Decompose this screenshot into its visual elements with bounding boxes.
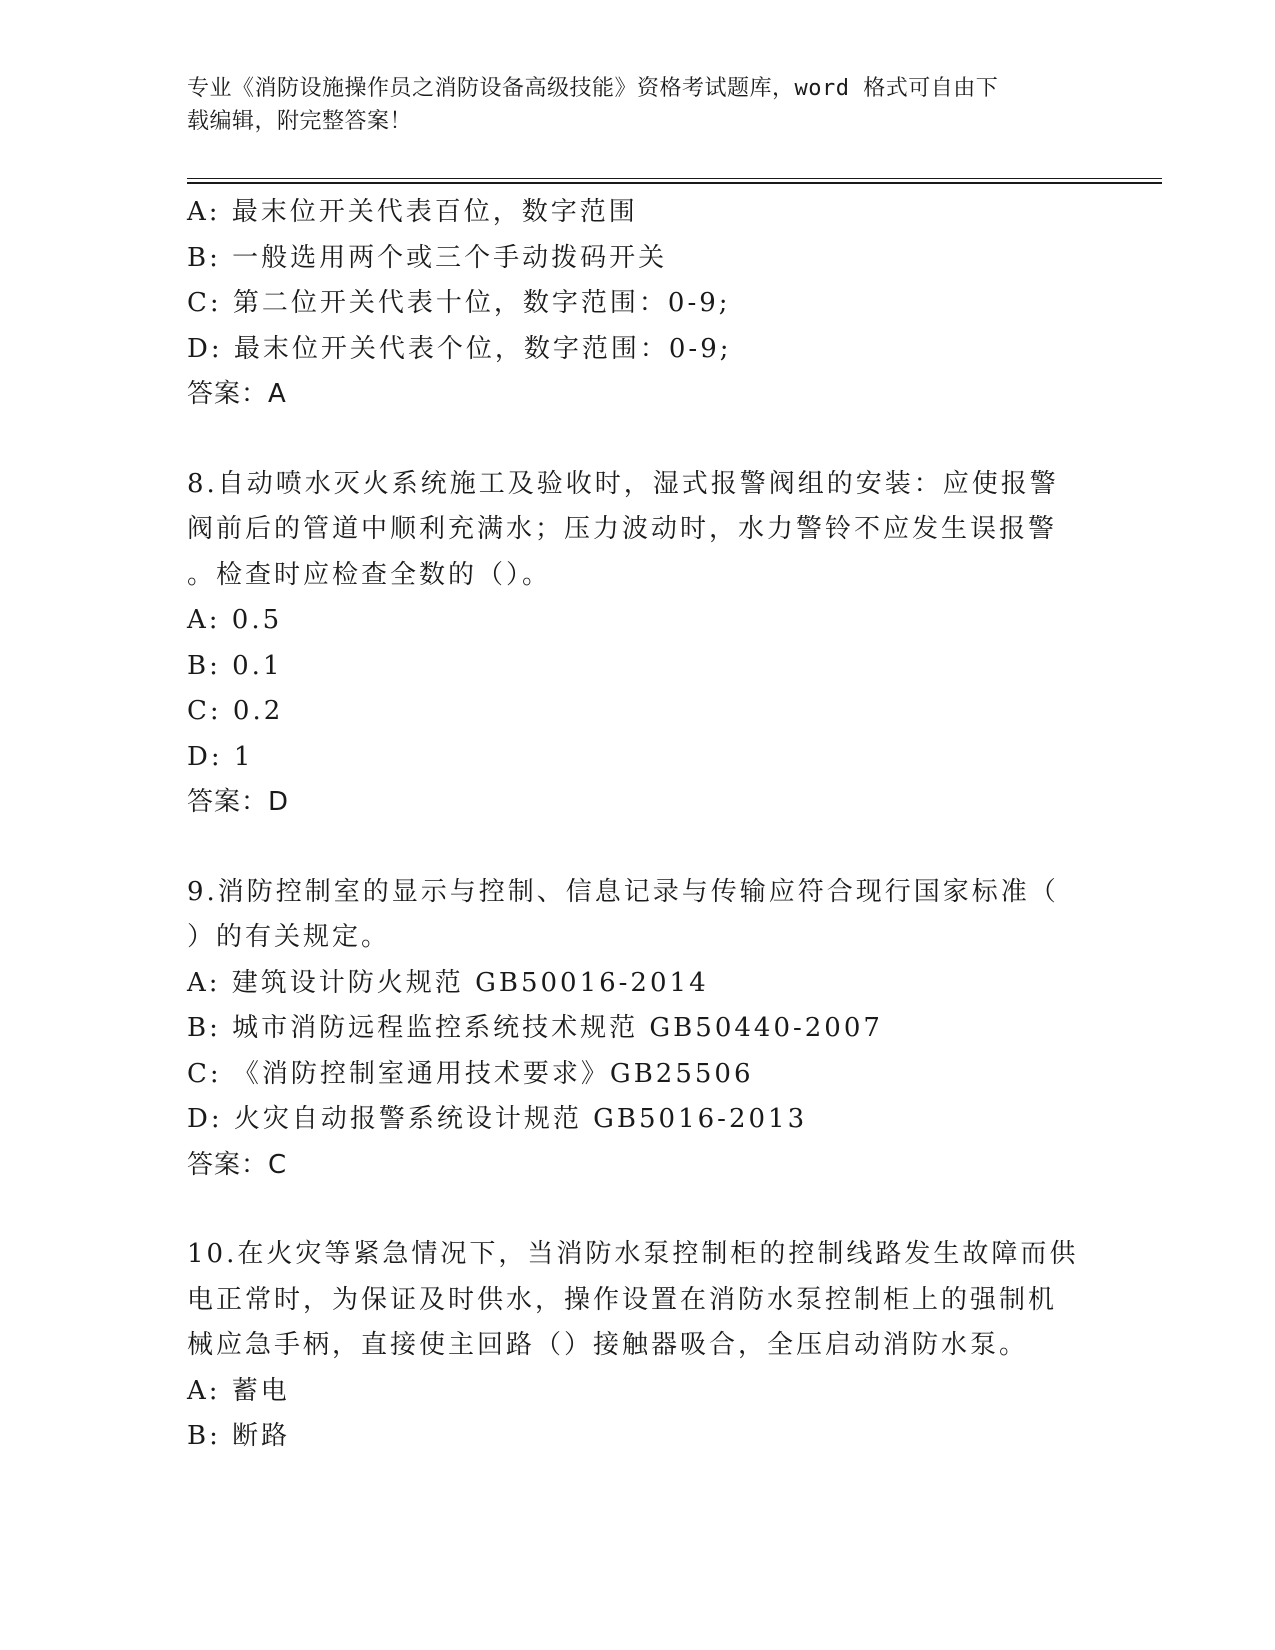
question-8 xyxy=(187,462,1087,826)
question-text-line: ）的有关规定。 xyxy=(187,922,391,952)
document-header xyxy=(187,72,1087,138)
option-b: B: 0.1 xyxy=(187,650,283,681)
question-text-line: 8.自动喷水灭火系统施工及验收时，湿式报警阀组的安装：应使报警 xyxy=(187,468,1059,499)
question-text-line: 电正常时，为保证及时供水，操作设置在消防水泵控制柜上的强制机 xyxy=(187,1284,1058,1315)
header-line-1: 专业《消防设施操作员之消防设备高级技能》资格考试题库，word 格式可自由下 xyxy=(187,76,999,101)
answer-line: 答案：D xyxy=(187,787,290,817)
header-divider-thick xyxy=(187,182,1162,184)
option-a: A: 0.5 xyxy=(187,605,283,635)
option-a: A: 蓄电 xyxy=(187,1375,290,1406)
option-d: D: 最末位开关代表个位，数字范围：0-9; xyxy=(187,333,732,364)
prev-question-block xyxy=(187,190,1087,418)
answer-line: 答案：C xyxy=(187,1149,288,1180)
document-body xyxy=(187,190,1087,1460)
option-b: B: 一般选用两个或三个手动拨码开关 xyxy=(187,242,668,273)
question-text-line: 阀前后的管道中顺利充满水；压力波动时，水力警铃不应发生误报警 xyxy=(187,514,1058,544)
option-d: D: 火灾自动报警系统设计规范 GB5016-2013 xyxy=(187,1104,808,1134)
question-10 xyxy=(187,1232,1087,1460)
option-b: B: 城市消防远程监控系统技术规范 GB50440-2007 xyxy=(187,1013,883,1043)
option-d: D: 1 xyxy=(187,741,254,772)
option-c: C: 0.2 xyxy=(187,696,284,726)
question-text-line: 10.在火灾等紧急情况下，当消防水泵控制柜的控制线路发生故障而供 xyxy=(187,1239,1079,1269)
option-a: A: 建筑设计防火规范 GB50016-2014 xyxy=(187,967,709,998)
question-text-line: 。检查时应检查全数的（）。 xyxy=(187,559,552,590)
option-c: C: 《消防控制室通用技术要求》GB25506 xyxy=(187,1058,754,1089)
question-9 xyxy=(187,870,1087,1189)
answer-line: 答案：A xyxy=(187,379,287,409)
option-b: B: 断路 xyxy=(187,1421,291,1451)
option-a: A: 最末位开关代表百位，数字范围 xyxy=(187,197,638,227)
question-text-line: 9.消防控制室的显示与控制、信息记录与传输应符合现行国家标准（ xyxy=(187,876,1059,907)
header-line-2: 载编辑，附完整答案！ xyxy=(187,109,413,134)
question-text-line: 械应急手柄，直接使主回路（）接触器吸合，全压启动消防水泵。 xyxy=(187,1330,1029,1360)
header-divider-thin xyxy=(187,178,1162,179)
option-c: C: 第二位开关代表十位，数字范围：0-9; xyxy=(187,288,731,318)
